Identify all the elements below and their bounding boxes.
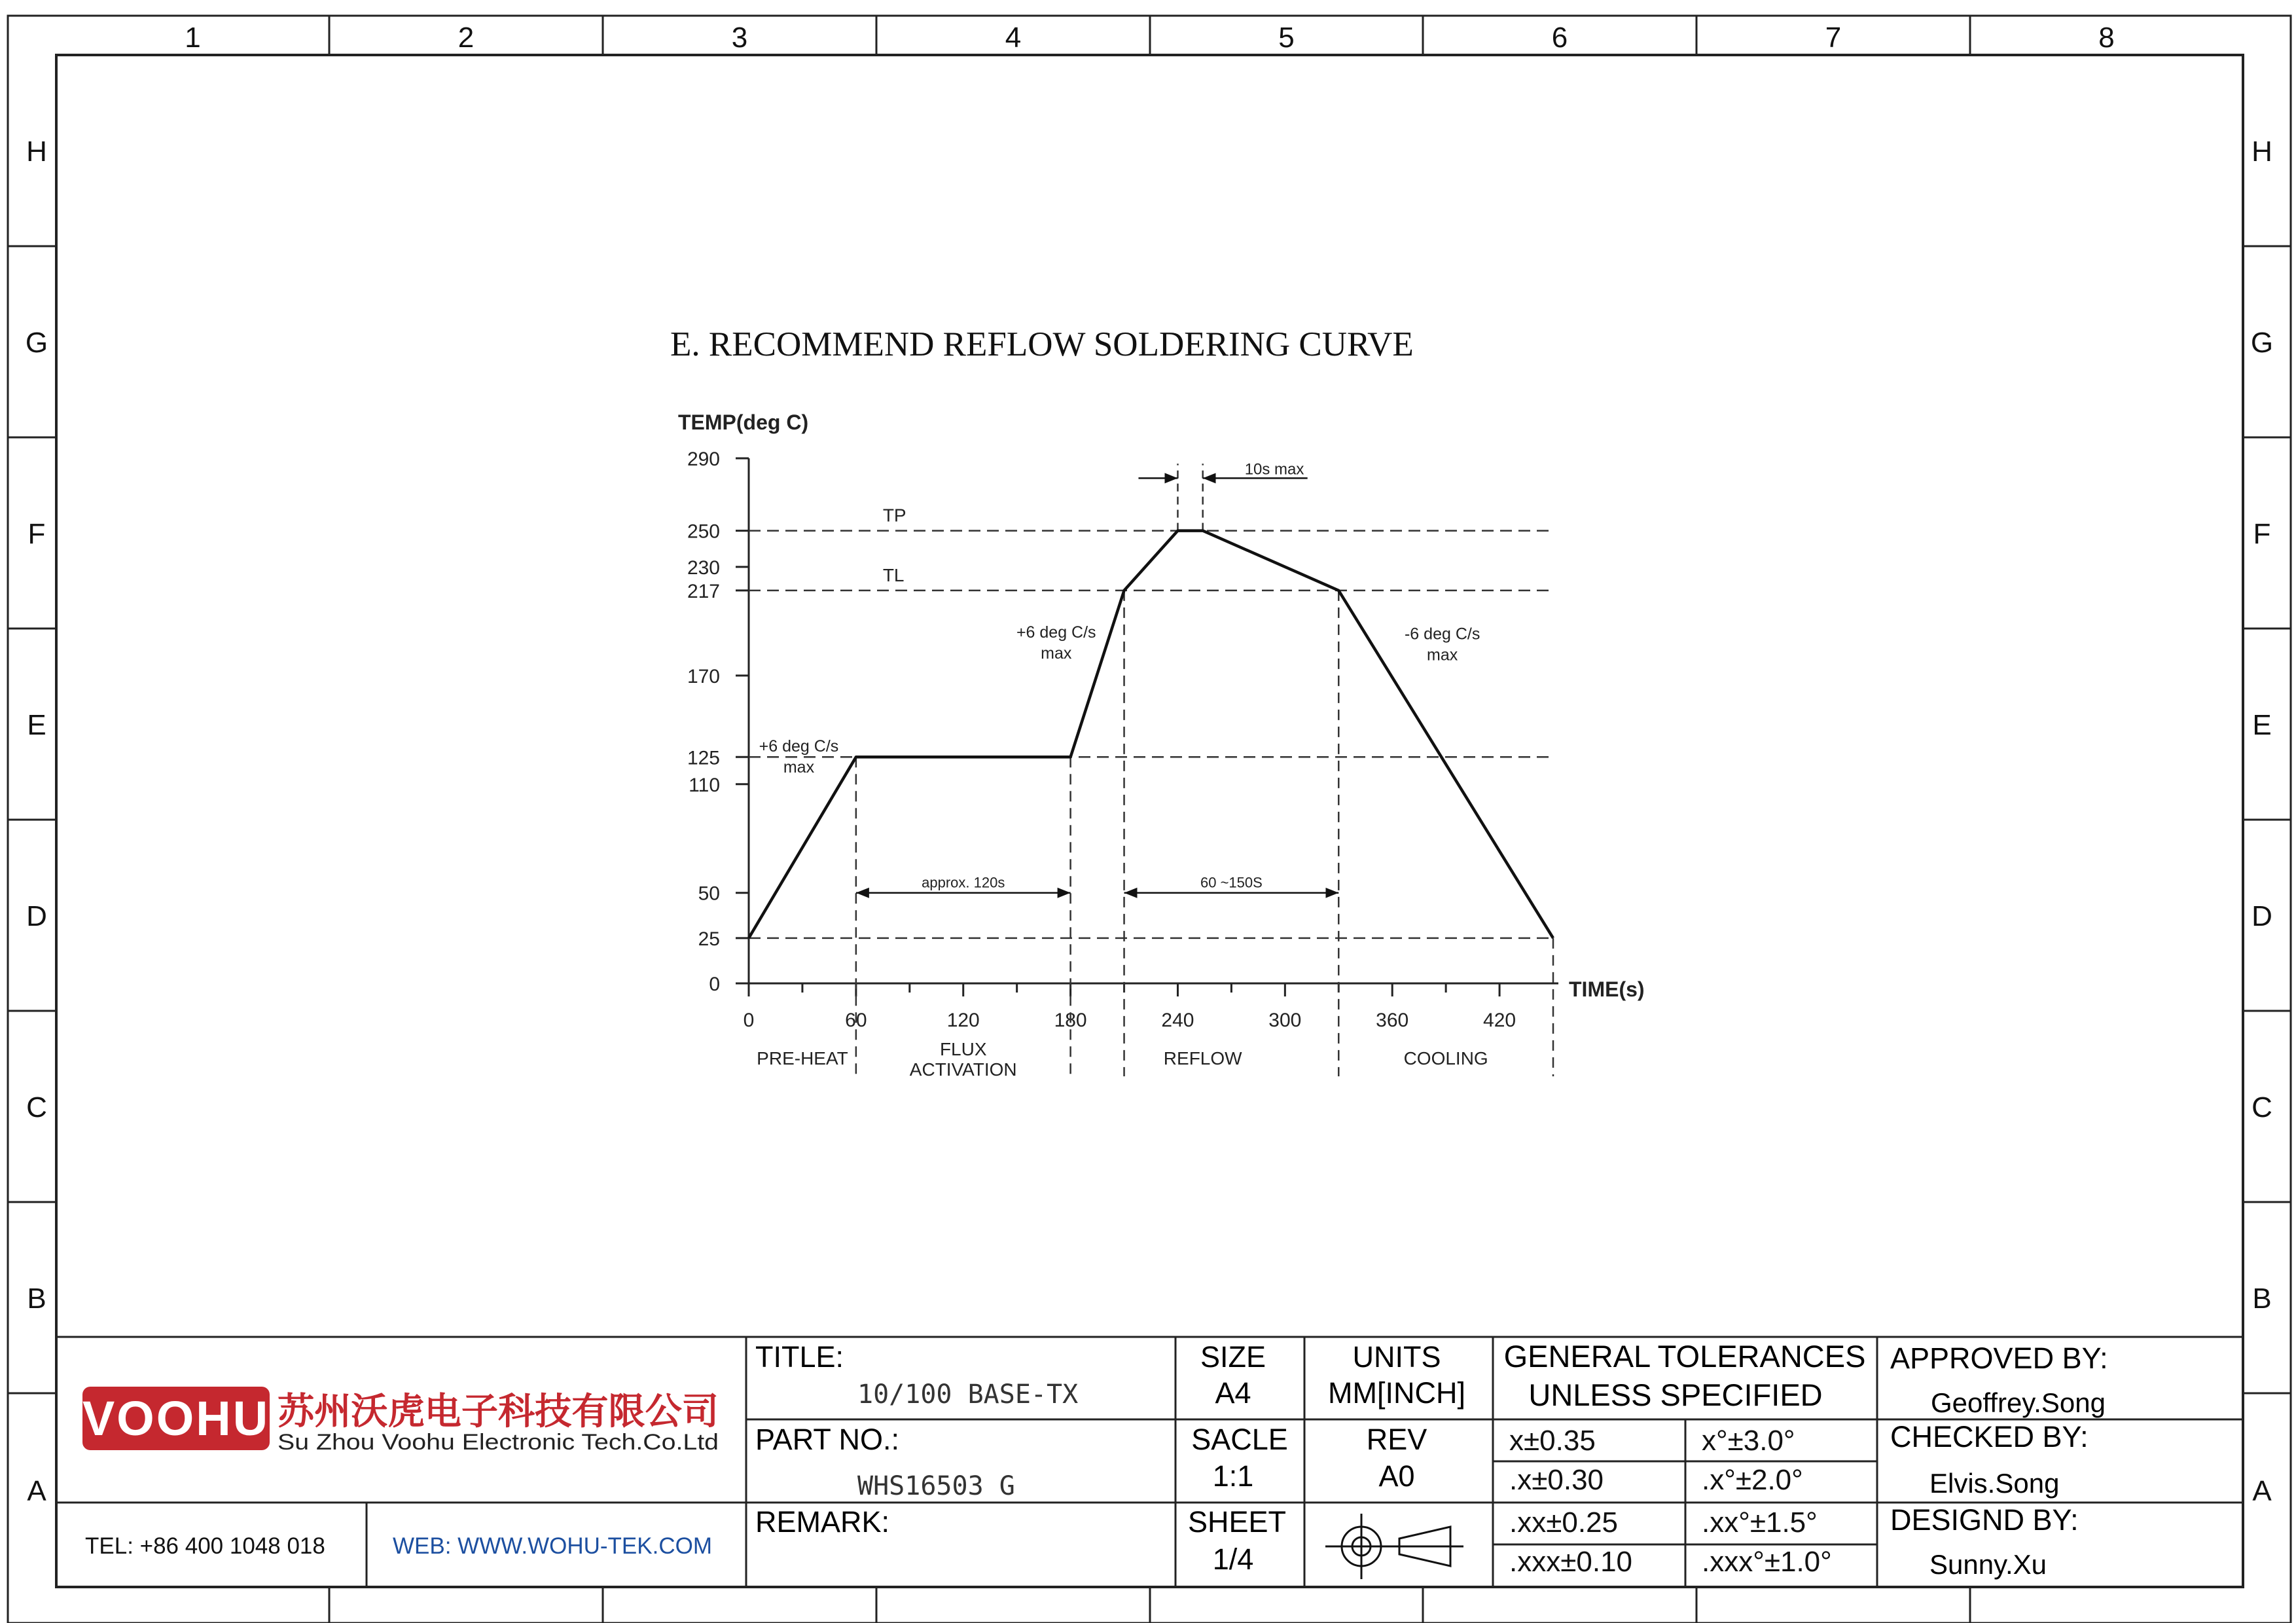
x-tick-label: 420: [1483, 1010, 1516, 1031]
tolerance-value: x°±3.0°: [1702, 1425, 1795, 1457]
phase-label: PRE-HEAT: [757, 1048, 848, 1068]
sheet-label: SHEET: [1187, 1505, 1287, 1539]
y-tick-label: 50: [698, 883, 720, 905]
part-number-value: WHS16503 G: [857, 1471, 1015, 1501]
units-label: UNITS: [1352, 1340, 1441, 1374]
reference-line-label: TP: [882, 505, 906, 526]
company-name-cn: 苏州沃虎电子科技有限公司: [278, 1391, 719, 1432]
y-tick-label: 25: [698, 928, 720, 950]
company-logo: [82, 1387, 270, 1450]
zone-labels: [26, 22, 2273, 1507]
x-tick-label: 180: [1054, 1010, 1087, 1031]
slope-label: max: [783, 758, 815, 777]
zone-ticks: [8, 16, 2291, 1623]
column-label: 8: [2098, 22, 2115, 54]
reflow-chart: [678, 410, 1645, 1080]
x-tick-label: 300: [1268, 1010, 1302, 1031]
size-label: SIZE: [1200, 1340, 1266, 1374]
tolerances-heading-2: UNLESS SPECIFIED: [1528, 1377, 1823, 1412]
part-number-label: PART NO.:: [755, 1423, 900, 1456]
row-label: B: [27, 1283, 46, 1315]
x-axis-label: TIME(s): [1569, 977, 1645, 1001]
slope-label: +6 deg C/s: [759, 737, 839, 756]
row-label: D: [26, 900, 47, 932]
y-tick-label: 125: [687, 747, 720, 769]
phase-label: COOLING: [1403, 1048, 1488, 1068]
slope-label: +6 deg C/s: [1016, 623, 1096, 642]
tolerance-value: x±0.35: [1509, 1425, 1596, 1457]
tel-text: TEL: +86 400 1048 018: [85, 1533, 325, 1559]
profile-line: [749, 531, 1553, 938]
row-label: H: [26, 136, 47, 168]
tolerance-table: [1509, 1425, 1832, 1578]
units-value: MM[INCH]: [1328, 1376, 1465, 1410]
y-tick-label: 290: [687, 448, 720, 470]
x-tick-label: 240: [1161, 1010, 1194, 1031]
column-label: 6: [1551, 22, 1568, 54]
sheet-value: 1/4: [1212, 1542, 1254, 1576]
tolerance-value: .x±0.30: [1509, 1464, 1604, 1496]
row-label: E: [2252, 709, 2272, 741]
row-label: C: [26, 1091, 47, 1123]
column-label: 1: [185, 22, 201, 54]
reference-line-label: TL: [882, 564, 905, 585]
slope-label: -6 deg C/s: [1404, 625, 1480, 644]
approved-label: APPROVED BY:: [1890, 1341, 2108, 1375]
row-label: H: [2251, 136, 2272, 168]
dimension-label: approx. 120s: [922, 874, 1005, 891]
title-value: 10/100 BASE-TX: [857, 1379, 1079, 1410]
dimension-label: 60 ~150S: [1200, 874, 1263, 891]
row-label: A: [2252, 1475, 2272, 1507]
outer-frame: [8, 16, 2291, 1623]
y-tick-label: 230: [687, 556, 720, 579]
phase-label: FLUX: [939, 1039, 987, 1059]
column-label: 3: [731, 22, 748, 54]
x-tick-label: 60: [845, 1010, 867, 1031]
tolerance-value: .xxx°±1.0°: [1702, 1546, 1832, 1578]
rev-value: A0: [1378, 1459, 1415, 1493]
size-value: A4: [1215, 1376, 1251, 1410]
tolerance-value: .xx°±1.5°: [1702, 1506, 1818, 1539]
column-label: 2: [457, 22, 475, 54]
slope-label: max: [1041, 644, 1072, 663]
tolerance-value: .x°±2.0°: [1702, 1464, 1803, 1496]
designed-value: Sunny.Xu: [1929, 1549, 2047, 1580]
slope-label: max: [1427, 646, 1458, 665]
projection-symbol-icon: [1325, 1514, 1463, 1579]
row-label: G: [2250, 327, 2274, 359]
phase-label: REFLOW: [1163, 1048, 1242, 1068]
scale-value: 1:1: [1212, 1459, 1254, 1493]
row-label: F: [27, 518, 46, 550]
row-label: C: [2251, 1091, 2272, 1123]
rev-label: REV: [1366, 1423, 1427, 1456]
row-label: G: [25, 327, 48, 359]
company-name-en: Su Zhou Voohu Electronic Tech.Co.Ltd: [278, 1430, 719, 1455]
x-tick-label: 120: [946, 1010, 980, 1031]
x-tick-label: 360: [1376, 1010, 1409, 1031]
row-label: E: [27, 709, 46, 741]
logo-text: VOOHU: [82, 1391, 270, 1446]
y-tick-label: 170: [687, 665, 720, 687]
x-tick-label: 0: [743, 1010, 755, 1031]
remark-label: REMARK:: [755, 1505, 890, 1539]
designed-label: DESIGND BY:: [1890, 1503, 2079, 1537]
section-heading: E. RECOMMEND REFLOW SOLDERING CURVE: [670, 325, 1414, 363]
column-label: 5: [1278, 22, 1295, 54]
row-label: F: [2253, 518, 2271, 550]
row-label: A: [27, 1475, 46, 1507]
row-label: B: [2252, 1283, 2272, 1315]
tolerance-value: .xx±0.25: [1509, 1506, 1619, 1539]
scale-label: SACLE: [1191, 1423, 1288, 1456]
web-text: WEB: WWW.WOHU-TEK.COM: [393, 1533, 712, 1559]
column-label: 4: [1005, 22, 1022, 54]
checked-label: CHECKED BY:: [1890, 1420, 2089, 1453]
y-axis-label: TEMP(deg C): [678, 410, 809, 434]
column-label: 7: [1825, 22, 1842, 54]
y-tick-label: 110: [689, 774, 720, 796]
tolerances-heading-1: GENERAL TOLERANCES: [1503, 1339, 1866, 1374]
y-tick-label: 0: [709, 974, 720, 995]
row-label: D: [2251, 900, 2272, 932]
y-tick-label: 217: [687, 580, 720, 602]
title-label: TITLE:: [755, 1340, 844, 1374]
phase-label: ACTIVATION: [909, 1059, 1017, 1080]
approved-value: Geoffrey.Song: [1931, 1387, 2106, 1418]
y-tick-label: 250: [687, 520, 720, 543]
checked-value: Elvis.Song: [1929, 1468, 2060, 1499]
tolerance-value: .xxx±0.10: [1509, 1546, 1633, 1578]
dimension-label: 10s max: [1244, 460, 1304, 479]
